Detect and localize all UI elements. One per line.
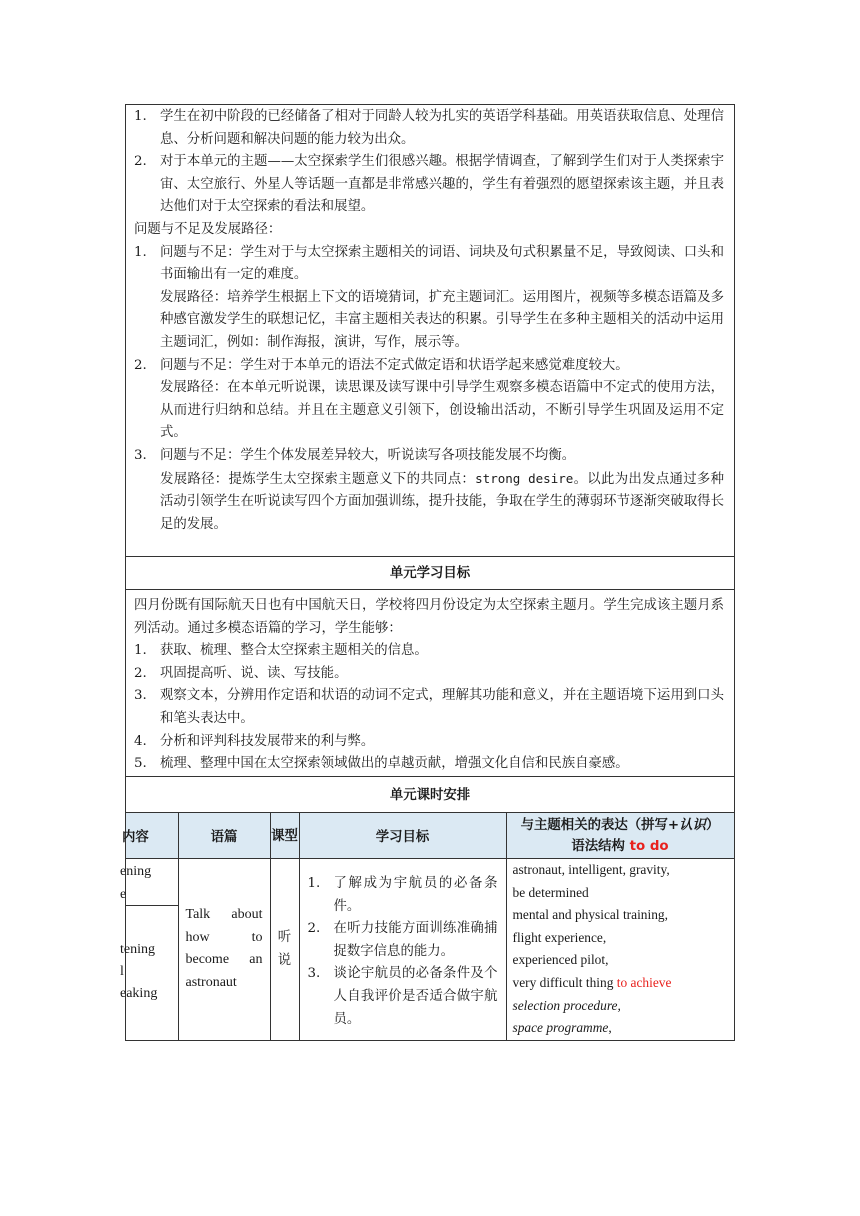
- item-text: 对于本单元的主题——太空探索学生们很感兴趣。根据学情调查，了解到学生们对于人类探索宇宙、太空旅行、外星人等话题一直都是非常感兴趣的，学生有着强烈的愿望探索该主题，并且表达他们对于太空探索的看法和展望。: [160, 154, 724, 215]
- item-number: 2.: [134, 154, 147, 170]
- problem-text: 问题与不足：学生对于与太空探索主题相关的词语、词块及句式积累量不足，导致阅读、口头和书面输出有一定的难度。: [160, 244, 724, 283]
- content-cell: ening e tening l eaking: [126, 859, 178, 1041]
- item-number: 1.: [307, 876, 321, 891]
- student-analysis-section: [125, 104, 735, 556]
- item-number: 1.: [134, 244, 147, 260]
- item-number: 2.: [134, 357, 147, 373]
- list-item: [134, 685, 724, 730]
- development-path: 发展路径：在本单元听说课，读思课及读写课中引导学生观察多模态语篇中不定式的使用方法，从而进行归纳和总结。并且在主题意义引领下，创设输出活动，不断引导学生巩固及运用不定式。: [160, 380, 724, 441]
- table-header-row: [126, 813, 734, 859]
- type-cell: 听说: [270, 859, 299, 1041]
- section-title: 单元课时安排: [125, 776, 735, 812]
- list-item: [134, 151, 724, 219]
- item-number: 1.: [134, 109, 147, 124]
- problem-text: 问题与不足：学生对于本单元的语法不定式做定语和状语学起来感觉难度较大。: [160, 357, 629, 373]
- item-number: 3.: [134, 447, 147, 463]
- header-passage: 语篇: [178, 813, 270, 859]
- document-page: [120, 104, 735, 1041]
- development-path: [134, 468, 724, 537]
- item-number: 2.: [134, 665, 147, 681]
- objectives-cell: [299, 859, 506, 1041]
- item-number: 4.: [134, 733, 147, 749]
- list-item: [308, 873, 498, 918]
- goal-text: 巩固提高听、说、读、写技能。: [160, 665, 348, 681]
- table-row: [126, 859, 734, 1041]
- schedule-table: [120, 812, 735, 1041]
- learning-goals-section: [125, 589, 735, 776]
- list-item: [134, 106, 724, 151]
- expressions-cell: [506, 859, 734, 1041]
- problems-heading: 问题与不足及发展路径：: [134, 221, 282, 237]
- list-item: [134, 753, 724, 776]
- item-text: 学生在初中阶段的已经储备了相对于同龄人较为扎实的英语学科基础。用英语获取信息、处理信息、分析问题和解决问题的能力较为出众。: [160, 109, 724, 147]
- list-item: [134, 355, 724, 378]
- item-number: 2.: [307, 921, 321, 937]
- expression-line: flight experience,: [512, 929, 607, 945]
- section-title: 单元学习目标: [125, 556, 735, 589]
- problem-text: 问题与不足：学生个体发展差异较大，听说读写各项技能发展不均衡。: [160, 447, 576, 463]
- expression-line: space programme,: [512, 1020, 612, 1036]
- header-type: 课型: [270, 813, 299, 859]
- passage-cell: Talk about how to become an astronaut: [178, 859, 270, 1041]
- goal-text: 梳理、整理中国在太空探索领域做出的卓越贡献，增强文化自信和民族自豪感。: [160, 756, 629, 772]
- expression-line: mental and physical training,: [512, 907, 668, 923]
- header-content: 内容: [126, 813, 178, 859]
- header-objective: 学习目标: [299, 813, 506, 859]
- goals-intro: 四月份既有国际航天日也有中国航天日，学校将四月份设定为太空探索主题月。学生完成该主题月系列活动。通过多模态语篇的学习，学生能够：: [134, 598, 724, 636]
- item-number: 3.: [134, 688, 147, 704]
- header-expressions: 与主题相关的表达（拼写+认识） 语法结构 to do: [506, 813, 734, 859]
- list-item: [134, 731, 724, 754]
- item-number: 5.: [134, 756, 147, 772]
- expression-line: be determined: [512, 884, 589, 900]
- expression-line: experienced pilot,: [512, 952, 609, 968]
- item-number: 3.: [307, 966, 321, 982]
- list-item: [308, 918, 498, 963]
- expression-line: very difficult thing to achieve: [512, 974, 672, 990]
- list-item: [134, 663, 724, 686]
- goal-text: 观察文本，分辨用作定语和状语的动词不定式，理解其功能和意义，并在主题语境下运用到口头和笔头表达中。: [160, 688, 724, 726]
- goal-text: 分析和评判科技发展带来的利与弊。: [160, 733, 375, 749]
- item-number: 1.: [134, 643, 147, 659]
- objective-text: 在听力技能方面训练准确捕捉数字信息的能力。: [333, 921, 498, 959]
- objective-text: 谈论宇航员的必备条件及个人自我评价是否适合做宇航员。: [333, 966, 498, 1027]
- list-item: [308, 963, 498, 1031]
- list-item: [134, 242, 724, 287]
- list-item: [134, 640, 724, 663]
- expression-line: astronaut, intelligent, gravity,: [512, 862, 670, 877]
- key-phrase: strong desire: [475, 470, 574, 486]
- schedule-table-wrapper: [120, 812, 735, 1041]
- expression-line: selection procedure,: [512, 997, 621, 1013]
- path-text: 发展路径：提炼学生太空探索主题意义下的共同点：: [160, 471, 476, 487]
- path-text: 。以此为出发点通过多种活动引领学生在听说读写四个方面加强训练，提升技能，争取在学生的薄弱环节逐渐突破取得长足的发展。: [160, 471, 725, 532]
- development-path: 发展路径：培养学生根据上下文的语境猜词，扩充主题词汇。运用图片，视频等多模态语篇及多种感官激发学生的联想记忆，丰富主题相关表达的积累。引导学生在多种主题相关的活动中运用主题词汇，例如：制作海报，演讲，写作，展示等。: [160, 289, 724, 350]
- goal-text: 获取、梳理、整合太空探索主题相关的信息。: [160, 643, 428, 659]
- objective-text: 了解成为宇航员的必备条件。: [333, 876, 498, 914]
- list-item: [134, 445, 724, 468]
